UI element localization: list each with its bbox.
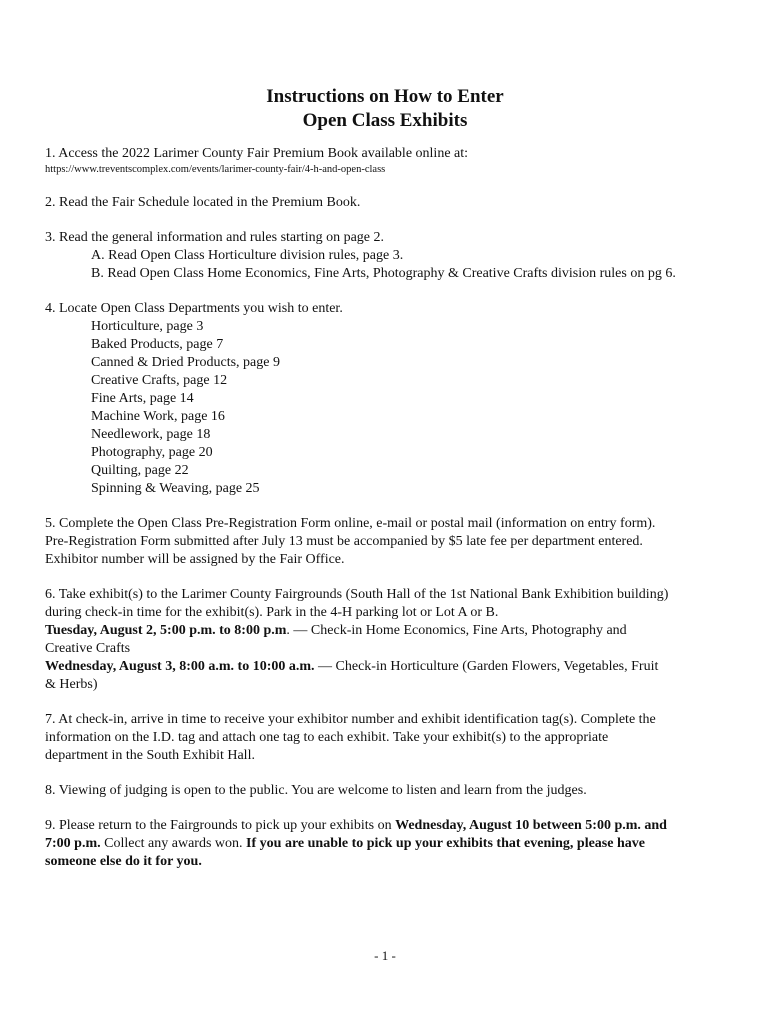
tuesday-detail: . — Check-in Home Economics, Fine Arts, Photography and [286, 623, 627, 638]
wednesday-detail: — Check-in Horticulture (Garden Flowers, Vegetables, Fruit [314, 659, 659, 674]
tuesday-checkin-cont: Creative Crafts [45, 641, 131, 656]
list-item: Canned & Dried Products, page 9 [91, 355, 280, 370]
list-item: Photography, page 20 [91, 445, 213, 460]
tuesday-checkin [45, 622, 735, 640]
step-9-line-2 [45, 835, 735, 853]
pickup-warning-cont: someone else do it for you. [45, 854, 202, 869]
step-3-item-a: A. Read Open Class Horticulture division rules, page 3. [91, 248, 404, 263]
step-2-text: 2. Read the Fair Schedule located in the Premium Book. [45, 195, 361, 210]
wednesday-checkin [45, 658, 735, 676]
pickup-time-end: 7:00 p.m. [45, 836, 101, 851]
list-item: Fine Arts, page 14 [91, 391, 194, 406]
list-item: Horticulture, page 3 [91, 319, 204, 334]
step-3 [45, 229, 735, 283]
step-7-line-1: 7. At check-in, arrive in time to receive your exhibitor number and exhibit identification tag(s). Complete the [45, 712, 656, 727]
list-item: Spinning & Weaving, page 25 [91, 481, 260, 496]
step-2 [45, 194, 735, 212]
instructions-body [45, 145, 735, 888]
step-9-line-3 [45, 853, 735, 871]
step-5-line-1: 5. Complete the Open Class Pre-Registration Form online, e-mail or postal mail (information on entry form). [45, 516, 656, 531]
page-title [0, 85, 770, 133]
step-8 [45, 782, 735, 800]
step-9-line-1 [45, 817, 735, 835]
step-7 [45, 711, 735, 765]
step-1-text: 1. Access the 2022 Larimer County Fair Premium Book available online at: [45, 146, 469, 161]
step-9-awards: Collect any awards won. [100, 836, 247, 851]
step-3-text: 3. Read the general information and rules starting on page 2. [45, 230, 385, 245]
step-3-item-b: B. Read Open Class Home Economics, Fine Arts, Photography & Creative Crafts division rules on pg 6. [91, 266, 676, 281]
list-item: Creative Crafts, page 12 [91, 373, 228, 388]
step-6-line-1: 6. Take exhibit(s) to the Larimer County Fairgrounds (South Hall of the 1st National Bank Exhibition building) [45, 587, 669, 602]
department-list [45, 318, 735, 498]
pickup-date: Wednesday, August 10 between 5:00 p.m. and [395, 818, 667, 833]
step-4 [45, 300, 735, 498]
step-4-text: 4. Locate Open Class Departments you wish to enter. [45, 301, 343, 316]
step-9-intro: 9. Please return to the Fairgrounds to pick up your exhibits on [45, 818, 396, 833]
wednesday-checkin-cont: & Herbs) [45, 677, 98, 692]
step-1 [45, 145, 735, 177]
premium-book-link[interactable]: https://www.treventscomplex.com/events/larimer-county-fair/4-h-and-open-class [45, 164, 386, 175]
title-line-2: Open Class Exhibits [302, 110, 468, 131]
step-7-line-2: information on the I.D. tag and attach one tag to each exhibit. Take your exhibit(s) to the appropriate [45, 730, 609, 745]
list-item: Needlework, page 18 [91, 427, 211, 442]
step-9 [45, 817, 735, 871]
wednesday-date: Wednesday, August 3, 8:00 a.m. to 10:00 a.m. [45, 659, 315, 674]
step-6-line-2: during check-in time for the exhibit(s). Park in the 4-H parking lot or Lot A or B. [45, 605, 499, 620]
tuesday-date: Tuesday, August 2, 5:00 p.m. to 8:00 p.m [45, 623, 287, 638]
step-7-line-3: department in the South Exhibit Hall. [45, 748, 255, 763]
list-item: Machine Work, page 16 [91, 409, 225, 424]
title-line-1: Instructions on How to Enter [266, 86, 504, 107]
step-8-text: 8. Viewing of judging is open to the public. You are welcome to listen and learn from the judges. [45, 783, 587, 798]
pickup-warning: If you are unable to pick up your exhibits that evening, please have [246, 836, 645, 851]
list-item: Baked Products, page 7 [91, 337, 224, 352]
step-6 [45, 586, 735, 694]
step-5-line-3: Exhibitor number will be assigned by the Fair Office. [45, 552, 345, 567]
step-5 [45, 515, 735, 569]
page-number: - 1 - [374, 948, 396, 963]
step-5-line-2: Pre-Registration Form submitted after July 13 must be accompanied by $5 late fee per department entered. [45, 534, 643, 549]
list-item: Quilting, page 22 [91, 463, 189, 478]
